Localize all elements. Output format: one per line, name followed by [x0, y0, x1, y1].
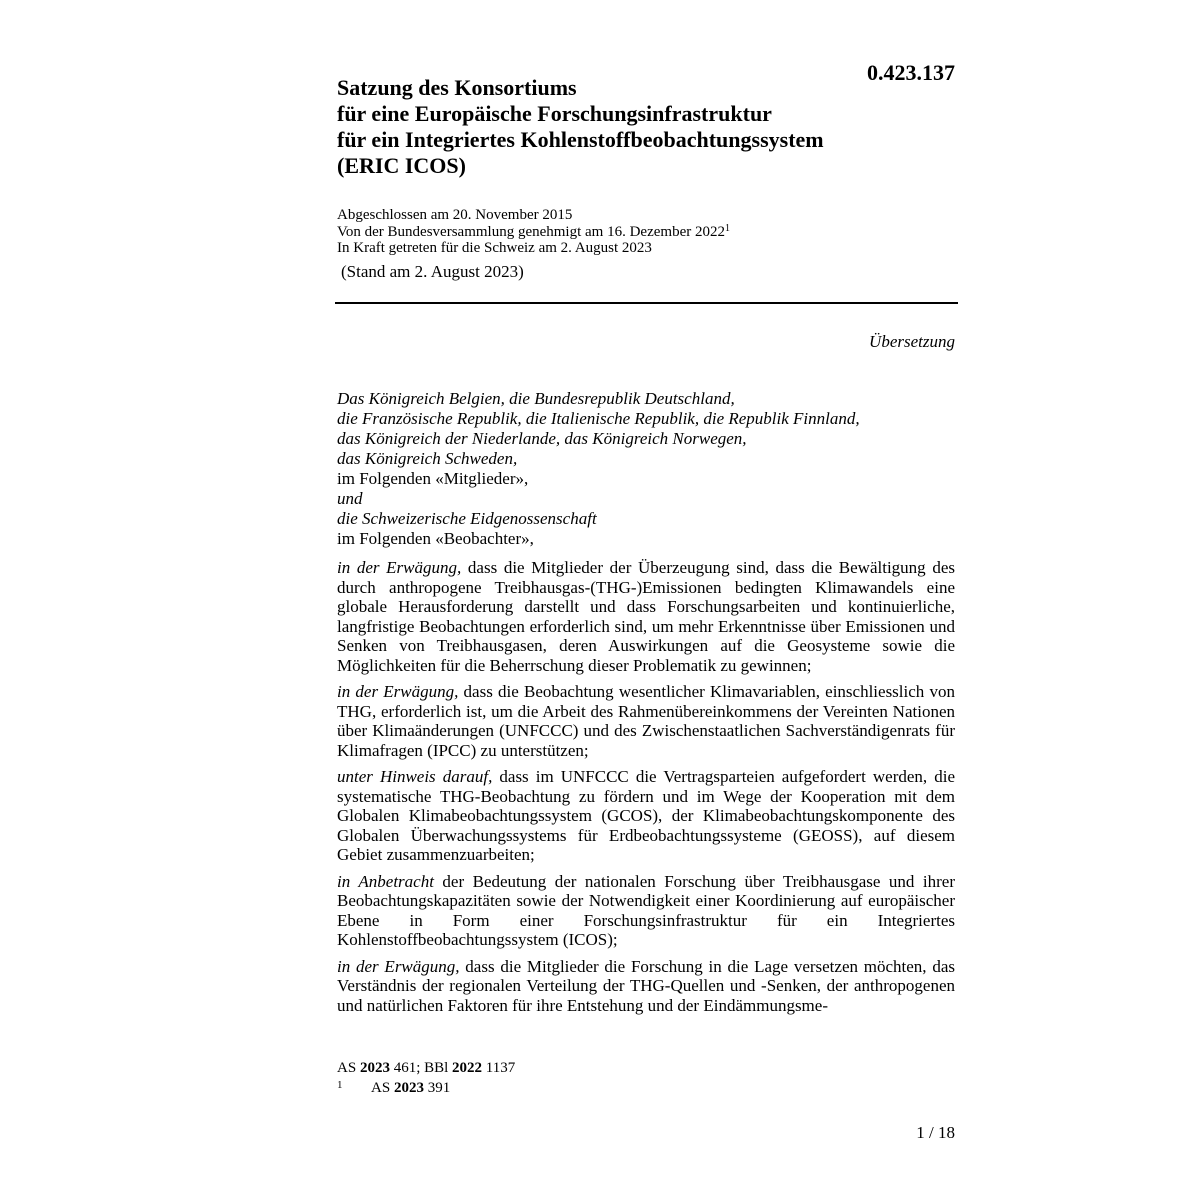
concluded-date: Abgeschlossen am 20. November 2015: [337, 207, 573, 223]
footnote-1: 1 AS 2023 391: [337, 1079, 451, 1096]
recital-lead: unter Hinweis darauf,: [337, 767, 493, 786]
members-line: das Königreich der Niederlande, das Königreich Norwegen,: [337, 429, 747, 448]
contracting-parties: [337, 389, 957, 549]
recital-text: dass die Beobachtung wesentlicher Klimavariablen, einschliesslich von THG, erforderlich ist, um die Arbeit des Rahmenübereinkommens der Vereinten Nationen über Klimaänderungen (UNFCCC) und des Zwischenstaatlichen Sachverständigenrats für Klimafragen (IPCC) zu unterstützen;: [337, 682, 955, 760]
title-line: (ERIC ICOS): [337, 153, 466, 178]
recital-text: dass die Mitglieder die Forschung in die Lage versetzen möchten, das Verständnis der regionalen Verteilung der THG-Quellen und -Senken, der anthropogenen und natürlichen Faktoren für ihre Entstehung und der Eindämmungsme-: [337, 956, 955, 1015]
status-date: (Stand am 2. August 2023): [341, 262, 524, 281]
as-year: 2023: [359, 1060, 390, 1076]
recital-lead: in der Erwägung,: [337, 558, 462, 577]
document-title: [337, 75, 937, 179]
members-label: im Folgenden «Mitglieder»,: [337, 469, 529, 488]
footnotes: [337, 1058, 957, 1098]
title-line: für ein Integriertes Kohlenstoffbeobachtungssystem: [337, 127, 824, 152]
as-label: AS: [337, 1060, 360, 1076]
in-force-date: In Kraft getreten für die Schweiz am 2. August 2023: [337, 240, 652, 256]
fn1-year: 2023: [393, 1080, 424, 1096]
official-reference: [337, 1058, 957, 1078]
recital: [337, 957, 955, 1016]
recital: [337, 767, 955, 865]
bbl-page: 1137: [482, 1060, 516, 1076]
recital-lead: in der Erwägung,: [337, 956, 460, 976]
recital-text: dass die Mitglieder der Überzeugung sind, dass die Bewältigung des durch anthropogene Treibhausgas-(THG-)Emissionen bedingten Klimawandels eine globale Herausforderung darstellt und dass Forschungsarbeiten und kontinuierliche, langfristige Beobachtungen erforderlich sind, um mehr Erkenntnisse über Emissionen und Senken von Treibhausgasen, deren Auswirkungen auf die Geosysteme sowie die Möglichkeiten für die Beherrschung dieser Problematik zu gewinnen;: [337, 558, 955, 675]
title-line: für eine Europäische Forschungsinfrastruktur: [337, 101, 772, 126]
as-page: 461; BBl: [389, 1060, 453, 1076]
footnote-ref[interactable]: 1: [724, 222, 730, 234]
translation-label: Übersetzung: [869, 332, 955, 351]
members-line: das Königreich Schweden,: [337, 449, 518, 468]
bbl-year: 2022: [452, 1060, 483, 1076]
recital-text: der Bedeutung der nationalen Forschung über Treibhausgase und ihrer Beobachtungskapazitäten sowie der Notwendigkeit einer Koordinierung auf europäischer Ebene in Form einer Forschungsinfrastruktur für ein Integriertes Kohlenstoffbeobachtungssystem (ICOS);: [337, 871, 955, 949]
observer-name: die Schweizerische Eidgenossenschaft: [337, 509, 597, 528]
approval-date-line: [337, 224, 957, 241]
sr-number: 0.423.137: [867, 60, 955, 85]
recital: [337, 872, 955, 950]
document-metadata: [337, 207, 957, 257]
recital: [337, 558, 955, 675]
header-divider: [335, 302, 958, 304]
fn1-page: 391: [423, 1080, 451, 1096]
recital-lead: in Anbetracht: [337, 871, 434, 891]
observer-label: im Folgenden «Beobachter»,: [337, 529, 534, 548]
recital-lead: in der Erwägung,: [337, 682, 459, 701]
approval-date: Von der Bundesversammlung genehmigt am 16. Dezember 2022: [337, 223, 725, 240]
members-line: Das Königreich Belgien, die Bundesrepublik Deutschland,: [337, 389, 735, 408]
recital-text: dass im UNFCCC die Vertragsparteien aufgefordert werden, die systematische THG-Beobachtung zu fördern und im Wege der Kooperation mit dem Globalen Klimabeobachtungssystem (GCOS), der Klimabeobachtungskomponente des Globalen Überwachungssystems für Erdbeobachtungssysteme (GEOSS), auf diesem Gebiet zusammenzuarbeiten;: [337, 767, 955, 864]
fn1-as-label: AS: [371, 1080, 394, 1096]
title-line: Satzung des Konsortiums: [337, 75, 577, 100]
page-number: 1 / 18: [916, 1123, 955, 1142]
recital: [337, 682, 955, 760]
preamble: [337, 558, 955, 1022]
members-line: die Französische Republik, die Italienische Republik, die Republik Finnland,: [337, 409, 860, 428]
conjunction: und: [337, 489, 363, 508]
